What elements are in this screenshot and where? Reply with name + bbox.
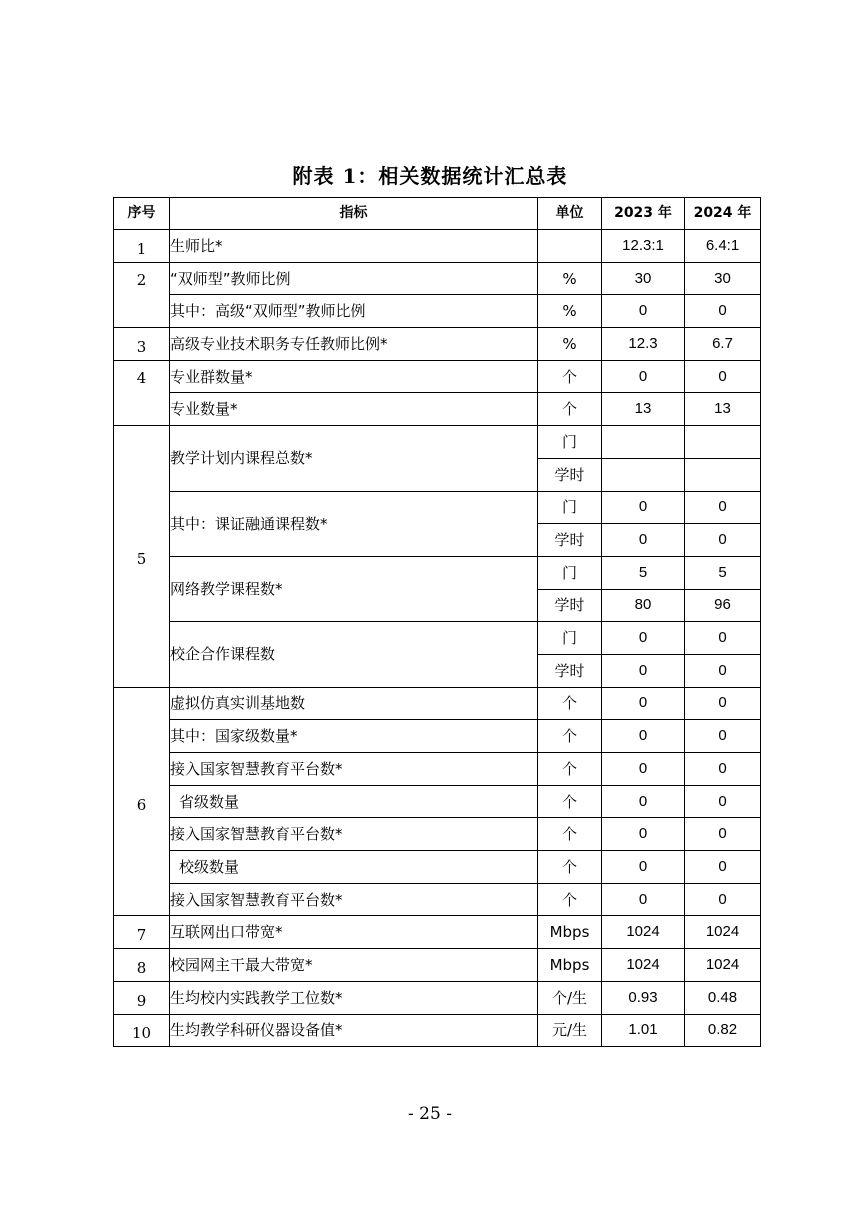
row-indicator: 接入国家智慧教育平台数*	[170, 753, 538, 786]
table-row	[114, 753, 761, 786]
row-unit: 学时	[538, 654, 602, 687]
row-value-2024: 0	[685, 295, 761, 328]
row-indicator: 校级数量	[170, 851, 538, 884]
row-value-2023: 0	[602, 295, 685, 328]
table-row	[114, 262, 761, 295]
page-number: - 25 -	[408, 1104, 452, 1124]
row-value-2023: 0	[602, 753, 685, 786]
row-indicator: 其中：高级“双师型”教师比例	[170, 295, 538, 328]
row-value-2023: 0	[602, 687, 685, 720]
row-value-2024: 0.82	[685, 1014, 761, 1047]
row-value-2023: 0	[602, 524, 685, 557]
statistics-table	[113, 197, 761, 1047]
row-unit: 学时	[538, 524, 602, 557]
row-unit: 个	[538, 883, 602, 916]
row-unit: 门	[538, 426, 602, 459]
row-value-2023: 30	[602, 262, 685, 295]
row-unit: 个	[538, 753, 602, 786]
row-value-2024: 0	[685, 818, 761, 851]
table-row	[114, 360, 761, 393]
row-value-2023: 0	[602, 360, 685, 393]
header-indicator: 指标	[170, 198, 538, 230]
row-value-2023: 0	[602, 720, 685, 753]
row-seq: 8	[114, 949, 170, 982]
row-unit: 个	[538, 687, 602, 720]
row-unit: Mbps	[538, 949, 602, 982]
table-row	[114, 720, 761, 753]
row-value-2023: 1024	[602, 916, 685, 949]
row-value-2023: 1024	[602, 949, 685, 982]
row-indicator: 网络教学课程数*	[170, 556, 538, 621]
row-seq: 7	[114, 916, 170, 949]
row-unit: 个	[538, 851, 602, 884]
row-value-2024	[685, 458, 761, 491]
row-seq: 5	[114, 426, 170, 688]
header-2023: 2023 年	[602, 198, 685, 230]
row-unit: 门	[538, 622, 602, 655]
table-row	[114, 622, 761, 655]
row-unit: %	[538, 328, 602, 361]
row-indicator: 生师比*	[170, 230, 538, 263]
row-unit: Mbps	[538, 916, 602, 949]
header-2024: 2024 年	[685, 198, 761, 230]
row-value-2024: 0	[685, 524, 761, 557]
row-value-2024: 6.4:1	[685, 230, 761, 263]
row-indicator: 省级数量	[170, 785, 538, 818]
row-value-2024: 13	[685, 393, 761, 426]
row-value-2024: 0	[685, 491, 761, 524]
row-indicator: 校企合作课程数	[170, 622, 538, 687]
row-indicator: “双师型”教师比例	[170, 262, 538, 295]
row-unit: 个	[538, 360, 602, 393]
table-title: 附表 1：相关数据统计汇总表	[292, 164, 568, 188]
row-value-2024: 0	[685, 785, 761, 818]
row-unit: 个	[538, 785, 602, 818]
row-seq: 9	[114, 981, 170, 1014]
table-row	[114, 328, 761, 361]
table-row	[114, 785, 761, 818]
table-row	[114, 295, 761, 328]
row-value-2023: 80	[602, 589, 685, 622]
header-unit: 单位	[538, 198, 602, 230]
row-value-2024: 96	[685, 589, 761, 622]
table-row	[114, 883, 761, 916]
row-value-2023: 0	[602, 883, 685, 916]
row-value-2023: 0	[602, 622, 685, 655]
table-row	[114, 949, 761, 982]
row-unit: %	[538, 262, 602, 295]
row-value-2024: 0	[685, 883, 761, 916]
row-value-2024: 0	[685, 622, 761, 655]
row-unit: 门	[538, 556, 602, 589]
row-unit: 个	[538, 393, 602, 426]
row-value-2023	[602, 426, 685, 459]
row-value-2023: 1.01	[602, 1014, 685, 1047]
row-unit: 门	[538, 491, 602, 524]
table-row	[114, 851, 761, 884]
table-row	[114, 556, 761, 589]
row-value-2024: 6.7	[685, 328, 761, 361]
row-value-2023	[602, 458, 685, 491]
row-unit: 学时	[538, 458, 602, 491]
row-value-2023: 0	[602, 654, 685, 687]
row-indicator: 生均校内实践教学工位数*	[170, 981, 538, 1014]
row-value-2024: 0	[685, 753, 761, 786]
row-unit: 学时	[538, 589, 602, 622]
row-indicator: 专业群数量*	[170, 360, 538, 393]
row-seq: 10	[114, 1014, 170, 1047]
row-value-2023: 0	[602, 851, 685, 884]
table-row	[114, 491, 761, 524]
row-seq: 1	[114, 230, 170, 263]
table-row	[114, 230, 761, 263]
row-value-2023: 12.3:1	[602, 230, 685, 263]
row-value-2023: 5	[602, 556, 685, 589]
row-value-2024: 0	[685, 720, 761, 753]
row-indicator: 其中：课证融通课程数*	[170, 491, 538, 556]
table-row	[114, 393, 761, 426]
header-seq: 序号	[114, 198, 170, 230]
row-indicator: 教学计划内课程总数*	[170, 426, 538, 491]
row-indicator: 生均教学科研仪器设备值*	[170, 1014, 538, 1047]
row-value-2024: 0.48	[685, 981, 761, 1014]
row-value-2024: 30	[685, 262, 761, 295]
table-row	[114, 426, 761, 459]
row-indicator: 高级专业技术职务专任教师比例*	[170, 328, 538, 361]
row-value-2024: 1024	[685, 916, 761, 949]
row-unit: 个	[538, 818, 602, 851]
row-seq: 6	[114, 687, 170, 916]
row-indicator: 校园网主干最大带宽*	[170, 949, 538, 982]
table-row	[114, 687, 761, 720]
row-seq: 3	[114, 328, 170, 361]
table-row	[114, 818, 761, 851]
row-value-2023: 0	[602, 818, 685, 851]
row-value-2023: 12.3	[602, 328, 685, 361]
row-value-2024: 0	[685, 654, 761, 687]
row-unit: 元/生	[538, 1014, 602, 1047]
row-value-2023: 13	[602, 393, 685, 426]
row-unit: 个/生	[538, 981, 602, 1014]
row-indicator: 虚拟仿真实训基地数	[170, 687, 538, 720]
row-value-2023: 0	[602, 491, 685, 524]
row-value-2023: 0	[602, 785, 685, 818]
row-indicator: 互联网出口带宽*	[170, 916, 538, 949]
table-row	[114, 916, 761, 949]
row-value-2023: 0.93	[602, 981, 685, 1014]
row-value-2024: 0	[685, 360, 761, 393]
row-indicator: 专业数量*	[170, 393, 538, 426]
row-seq: 4	[114, 360, 170, 425]
row-unit: %	[538, 295, 602, 328]
row-value-2024: 1024	[685, 949, 761, 982]
row-unit: 个	[538, 720, 602, 753]
table-row	[114, 981, 761, 1014]
row-seq: 2	[114, 262, 170, 327]
row-value-2024	[685, 426, 761, 459]
row-value-2024: 0	[685, 687, 761, 720]
row-indicator: 接入国家智慧教育平台数*	[170, 818, 538, 851]
row-indicator: 其中：国家级数量*	[170, 720, 538, 753]
table-row	[114, 1014, 761, 1047]
row-value-2024: 5	[685, 556, 761, 589]
row-value-2024: 0	[685, 851, 761, 884]
row-indicator: 接入国家智慧教育平台数*	[170, 883, 538, 916]
row-unit	[538, 230, 602, 263]
